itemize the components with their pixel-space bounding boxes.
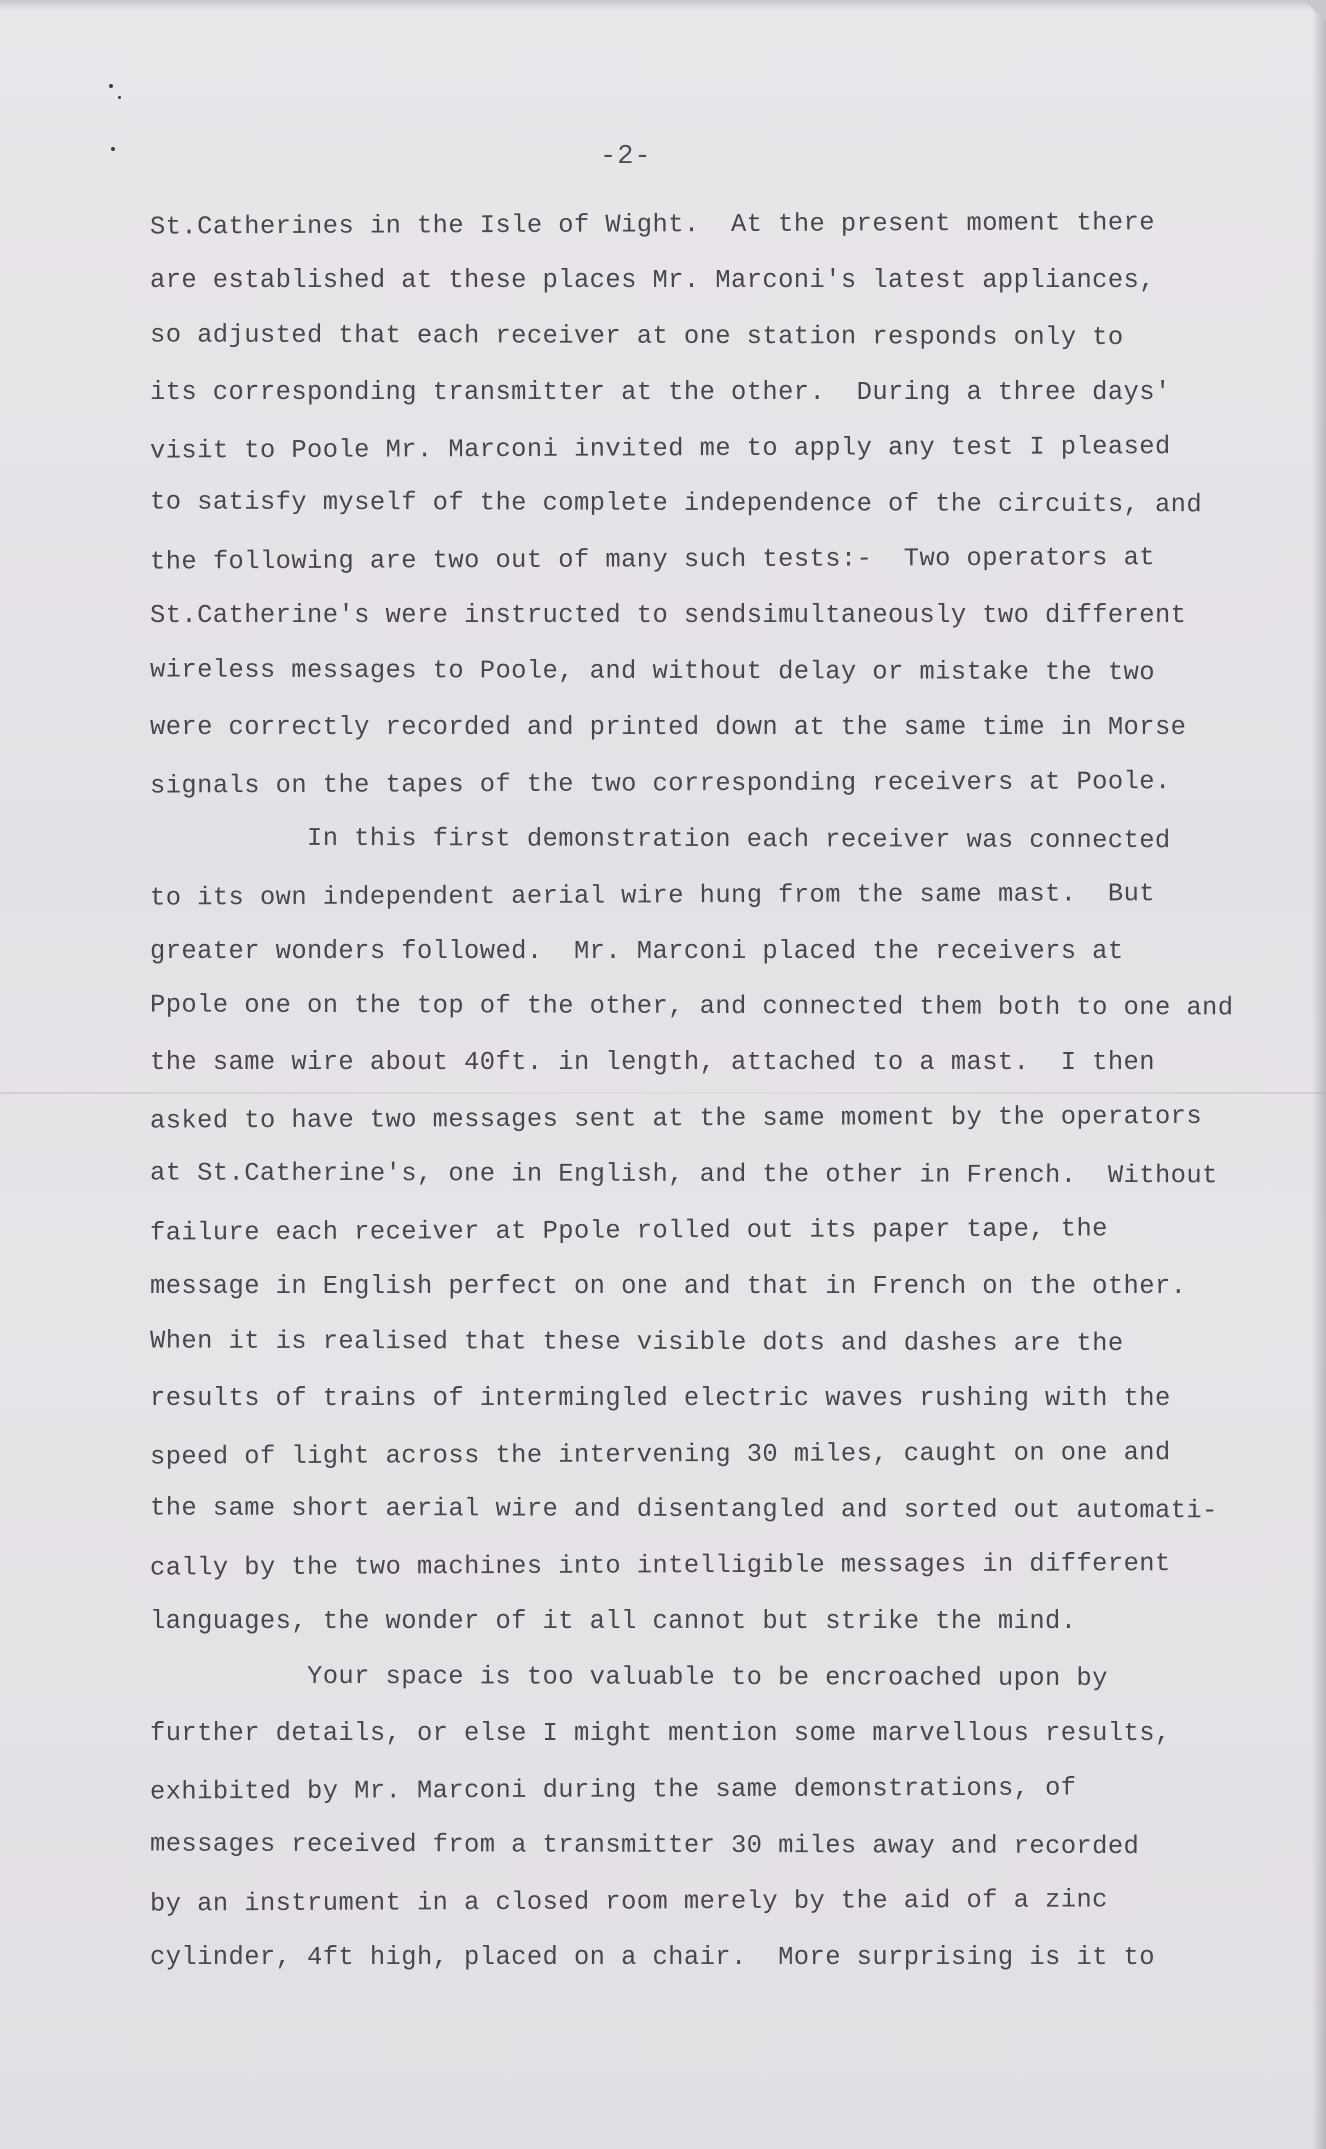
typed-line: St.Catherine's were instructed to sendsimultaneously two different	[150, 601, 1187, 631]
typed-line: so adjusted that each receiver at one station responds only to	[149, 320, 1124, 352]
typed-line: its corresponding transmitter at the other. During a three days'	[150, 377, 1171, 407]
typed-line: cylinder, 4ft high, placed on a chair. More surprising is it to	[150, 1942, 1155, 1972]
ink-speck	[118, 96, 121, 99]
typed-line: St.Catherines in the Isle of Wight. At the present moment there	[149, 208, 1156, 242]
typed-line: the following are two out of many such tests:- Two operators at	[149, 543, 1156, 577]
typed-line: asked to have two messages sent at the same moment by the operators	[149, 1102, 1203, 1136]
typed-line: further details, or else I might mention some marvellous results,	[150, 1719, 1171, 1749]
typed-line: are established at these places Mr. Marconi's latest appliances,	[150, 265, 1155, 295]
typed-line: exhibited by Mr. Marconi during the same demonstrations, of	[149, 1773, 1077, 1807]
ink-speck	[111, 147, 115, 151]
paper-right-edge	[1312, 0, 1326, 2149]
typed-line: wireless messages to Poole, and without delay or mistake the two	[149, 655, 1156, 688]
typed-letter-body	[150, 197, 1300, 1986]
typed-line: were correctly recorded and printed down at the same time in Morse	[150, 713, 1187, 743]
typed-line: greater wonders followed. Mr. Marconi placed the receivers at	[150, 936, 1124, 966]
typed-line: cally by the two machines into intelligible messages in different	[149, 1549, 1171, 1583]
typed-line: results of trains of intermingled electric waves rushing with the	[150, 1383, 1171, 1413]
typed-line: to its own independent aerial wire hung from the same mast. But	[149, 878, 1156, 913]
typed-line: the same wire about 40ft. in length, attached to a mast. I then	[150, 1048, 1155, 1078]
typed-line: by an instrument in a closed room merely by the aid of a zinc	[149, 1885, 1108, 1919]
ink-speck	[109, 84, 113, 88]
page-number: -2-	[600, 142, 652, 172]
typed-line: at St.Catherine's, one in English, and the other in French. Without	[149, 1158, 1218, 1191]
typed-line: messages received from a transmitter 30 miles away and recorded	[149, 1829, 1140, 1861]
typed-line: message in English perfect on one and that in French on the other.	[150, 1271, 1187, 1301]
typed-line: languages, the wonder of it all cannot but strike the mind.	[150, 1607, 1077, 1637]
typed-line: Ppole one on the top of the other, and connected them both to one and	[149, 990, 1234, 1023]
typed-line: the same short aerial wire and disentangled and sorted out automati-	[149, 1493, 1218, 1526]
typed-line: When it is realised that these visible dots and dashes are the	[149, 1326, 1124, 1358]
typed-line: speed of light across the intervening 30 miles, caught on one and	[149, 1437, 1171, 1472]
typed-line: Your space is too valuable to be encroached upon by	[306, 1662, 1108, 1694]
typed-line: failure each receiver at Ppole rolled out its paper tape, the	[149, 1214, 1108, 1248]
typed-line: visit to Poole Mr. Marconi invited me to apply any test I pleased	[149, 431, 1171, 466]
typed-line: to satisfy myself of the complete independence of the circuits, and	[149, 487, 1203, 520]
paper-top-shadow	[0, 0, 1326, 10]
paper-corner-fold	[1304, 0, 1326, 22]
typed-line: In this first demonstration each receiver was connected	[306, 823, 1171, 855]
typed-line: signals on the tapes of the two corresponding receivers at Poole.	[149, 766, 1171, 801]
